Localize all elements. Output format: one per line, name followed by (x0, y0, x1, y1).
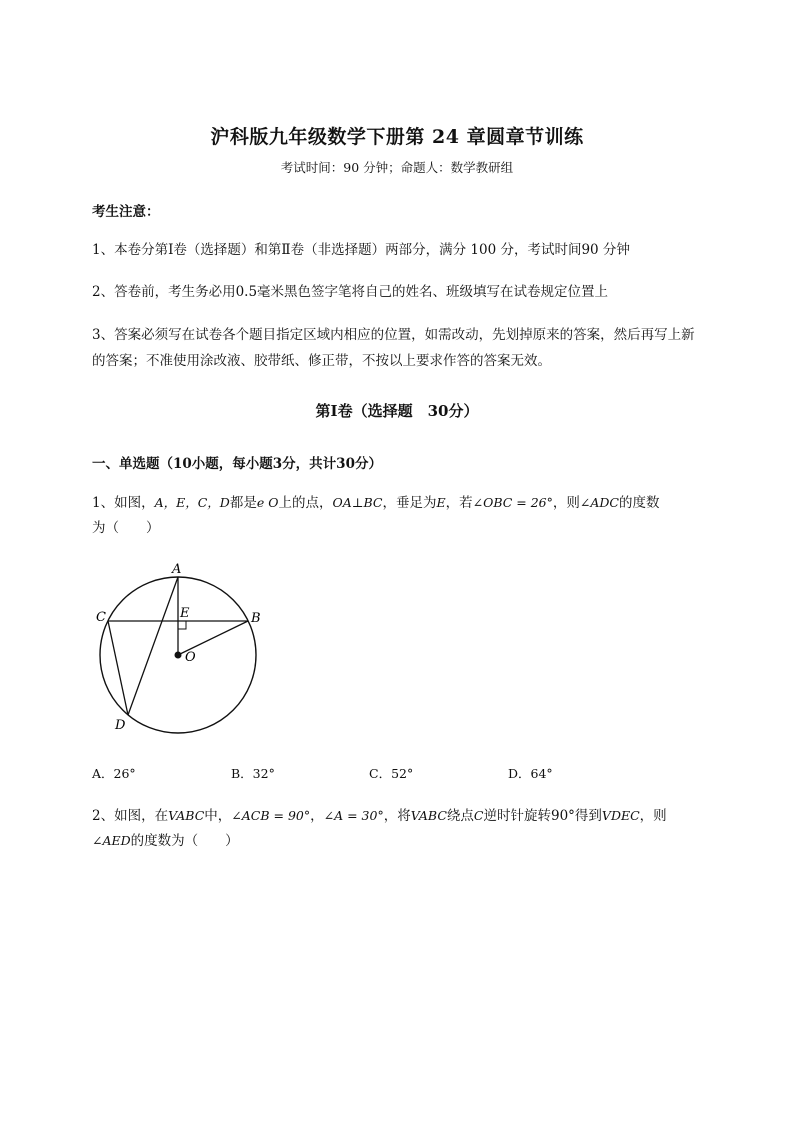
q1-option-c[interactable]: C．52° (369, 766, 414, 781)
question-2-line-2 (92, 828, 712, 854)
notice-item-2: 2、答卷前，考生务必用0.5毫米黑色签字笔将自己的姓名、班级填写在试卷规定位置上 (92, 284, 609, 300)
q2-text-d: 绕点 (446, 808, 474, 824)
label-o: O (185, 650, 196, 665)
question-2-line-1 (92, 803, 712, 829)
q2-angle-acb: ∠ACB = 90° (231, 808, 311, 823)
notice-item-1: 1、本卷分第Ⅰ卷（选择题）和第Ⅱ卷（非选择题）两部分，满分 100 分，考试时间90 分钟 (92, 242, 630, 258)
chord-ad (128, 577, 178, 715)
q2-text-c: ，将 (383, 808, 411, 824)
q2-pivot: C (473, 808, 484, 823)
q1-circle-figure (88, 555, 268, 745)
q2-text-b: ， (310, 808, 324, 824)
q1-text-a: 都是 (229, 495, 257, 511)
notice-heading: 考生注意： (92, 204, 160, 220)
question-1-line-2: 为（ ） (92, 520, 160, 536)
question-1-line-1 (92, 490, 712, 516)
q2-number: 2、如图，在 (92, 808, 169, 824)
q1-text-c: ，垂足为 (382, 495, 437, 511)
q1-points: A，E，C，D (154, 495, 230, 510)
label-d: D (115, 718, 126, 733)
q2-text-a: 中， (204, 808, 232, 824)
label-b: B (251, 611, 261, 626)
section-title: 第Ⅰ卷（选择题 30分） (315, 402, 479, 420)
page-title: 沪科版九年级数学下册第 24 章圆章节训练 (210, 126, 584, 148)
q2-triangle-dec: VDEC (601, 808, 640, 823)
label-a: A (172, 562, 182, 577)
center-point (175, 652, 182, 659)
q1-asked-angle: ∠ADC (579, 495, 619, 510)
q1-option-a[interactable]: A．26° (92, 766, 136, 781)
q2-asked-angle: ∠AED (92, 833, 131, 848)
chord-cd (108, 621, 128, 715)
q2-line-2-text: 的度数为（ ） (130, 833, 239, 849)
q2-triangle-abc-2: VABC (410, 808, 447, 823)
q1-circle: e O (256, 495, 279, 510)
q1-option-d[interactable]: D．64° (508, 766, 553, 781)
q1-text-f: 的度数 (618, 495, 660, 511)
right-angle-mark (178, 621, 186, 629)
q2-text-e: 逆时针旋转90°得到 (483, 808, 602, 824)
q2-text-f: ，则 (639, 808, 667, 824)
q2-angle-a: ∠A = 30° (323, 808, 384, 823)
notice-item-3-line-1: 3、答案必须写在试卷各个题目指定区域内相应的位置，如需改动，先划掉原来的答案，然后再写上新 (92, 327, 695, 343)
q1-text-b: 上的点， (278, 495, 333, 511)
exam-info: 考试时间：90 分钟；命题人：数学教研组 (280, 160, 514, 175)
label-e: E (180, 606, 190, 621)
label-c: C (96, 610, 106, 625)
q1-perpendicular: OA⊥BC (332, 495, 383, 510)
q1-foot: E (436, 495, 446, 510)
q1-text-e: ，则 (552, 495, 580, 511)
q1-given-angle: ∠OBC = 26° (472, 495, 553, 510)
q1-option-b[interactable]: B．32° (231, 766, 275, 781)
q1-text-d: ，若 (445, 495, 473, 511)
part-heading: 一、单选题（10小题，每小题3分，共计30分） (92, 456, 382, 472)
notice-item-3-line-2: 的答案；不准使用涂改液、胶带纸、修正带，不按以上要求作答的答案无效。 (92, 353, 551, 369)
q1-number: 1、如图， (92, 495, 155, 511)
q2-triangle-abc: VABC (168, 808, 205, 823)
